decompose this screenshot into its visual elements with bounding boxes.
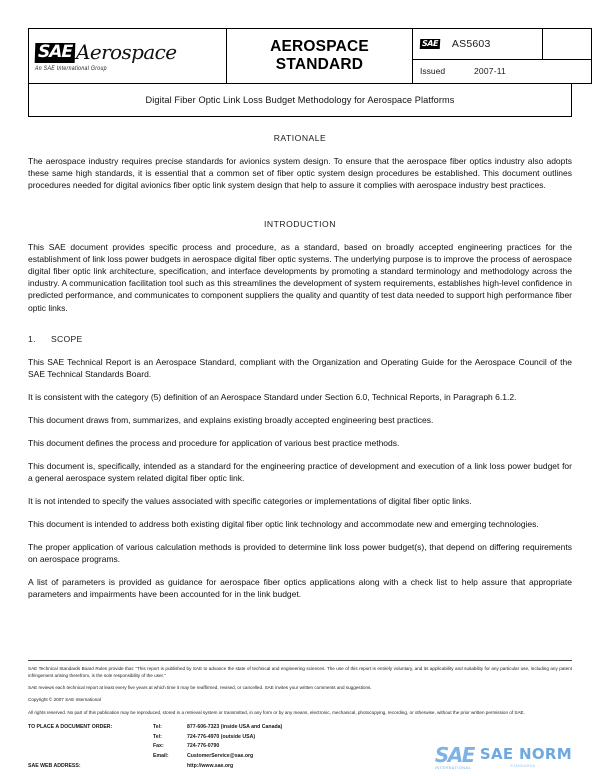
norm-text-group: [474, 747, 572, 768]
document-type-line2: STANDARD: [275, 56, 364, 73]
web-address-value[interactable]: http://www.sae.org: [187, 763, 234, 770]
sae-norm-badge-icon: SAE: [434, 743, 474, 767]
document-number: AS5603: [451, 37, 491, 50]
scope-paragraph: This document draws from, summarizes, and explains existing broadly accepted engineering best practices.: [28, 414, 434, 425]
contact-key: Tel:: [153, 733, 162, 740]
contact-key: Tel:: [153, 723, 162, 730]
contact-key: Email:: [153, 753, 169, 760]
document-footer: [28, 660, 572, 772]
footer-contact-labels: [28, 723, 153, 772]
contact-key-blank: [153, 762, 187, 772]
contact-row-email[interactable]: [153, 752, 282, 762]
sae-logo-badge: SAE: [35, 43, 76, 63]
sae-norm-logo: [435, 745, 572, 770]
footer-legal-notice: SAE Technical Standards Board Rules provide that: “This report is published by SAE to advance the state of technical and engineering sciences. The use of this report is entirely voluntary, and its applicability and suitability for any particular use, including any patent infringement arising therefrom, is the sole responsibility of the user.”: [28, 666, 572, 679]
introduction-paragraph: This SAE document provides specific process and procedure, as a standard, based on broadly accepted engineering practices for the establishment of link loss power budgets in aerospace digital fiber optic systems. The underlying purpose is to improve the process of aerospace digital fiber optic link architecture, specification, and interface developments by promoting a standard terminology and methodology across the industry. A communication facilitation tool such as this streamlines the development of system requirements, establishes high-level confidence in predicted performance, and communicates to component suppliers the quality and quantity of test data needed to support high performance fiber optic links.: [28, 242, 572, 313]
contact-value: 724-776-0790: [187, 743, 220, 750]
contact-row-tel-domestic: [153, 723, 282, 733]
sae-logo-tagline: An SAE International Group: [35, 65, 107, 73]
contact-row-web[interactable]: [153, 762, 282, 772]
scope-paragraph: This document is, specifically, intended as a standard for the engineering practice of development and execution of a link loss power budget for a general aerospace system related digital fiber optic link.: [28, 460, 572, 483]
contact-row-tel-international: [153, 733, 282, 743]
sae-norm-badge-sublabel: INTERNATIONAL: [434, 766, 472, 770]
scope-paragraph: This document is intended to address both existing digital fiber optic link technology and accommodate new and emerging technologies.: [28, 519, 539, 530]
document-number-cell: [413, 29, 543, 60]
footer-review-notice: SAE reviews each technical report at least every five years at which time it may be reaffirmed, revised, or cancelled. SAE invites your written comments and suggestions.: [28, 685, 372, 691]
document-title-bar: [28, 84, 572, 117]
document-body: [28, 117, 572, 600]
scope-paragraph: It is not intended to specify the values associated with specific categories or implementations of digital fiber optic links.: [28, 496, 472, 506]
footer-contact-values: [153, 723, 282, 772]
order-label: TO PLACE A DOCUMENT ORDER:: [28, 723, 113, 730]
scope-heading: [28, 334, 572, 344]
footer-rights-notice: All rights reserved. No part of this publication may be reproduced, stored in a retrieval system or transmitted, in any form or by any means, electronic, mechanical, photocopying, recording, or otherwise, without the prior written permission of SAE.: [28, 709, 525, 715]
contact-key: Fax:: [153, 743, 164, 750]
sae-aerospace-logo-cell: [29, 29, 227, 84]
norm-badge-group: [435, 745, 474, 770]
scope-label: SCOPE: [51, 333, 83, 344]
scope-paragraph: This document defines the process and procedure for application of various best practice methods.: [28, 437, 400, 448]
rationale-paragraph: The aerospace industry requires precise standards for avionics system design. To ensure that the aerospace fiber optics industry also adopts these same high standards, it is essential that a common set of fiber optic system design procedures be established. This document outlines procedures needed for digital avionics fiber optic link system design that help to assure it complies with aerospace industry best practices.: [28, 156, 572, 191]
sae-aerospace-logo: [35, 40, 220, 64]
sae-mini-logo-icon: SAE: [420, 39, 440, 49]
rationale-heading: RATIONALE: [273, 133, 327, 143]
introduction-heading: INTRODUCTION: [264, 219, 336, 230]
revision-cell: [543, 29, 592, 60]
document-header-table: [28, 28, 592, 84]
document-type-line1: AEROSPACE: [270, 37, 369, 55]
contact-row-fax: [153, 742, 282, 752]
sae-norm-wordmark: SAE NORM: [479, 745, 572, 763]
document-type-cell: [227, 29, 413, 84]
web-address-label: SAE WEB ADDRESS:: [28, 763, 81, 770]
sae-norm-wordmark-sublabel: STANDARDS: [510, 764, 536, 768]
contact-value: 877-606-7323 (inside USA and Canada): [187, 723, 283, 730]
scope-paragraph: A list of parameters is provided as guidance for aerospace fiber optics applications along with a check list to help assure that appropriate parameters and impairments have been accounted for in the link budget.: [28, 577, 572, 600]
scope-number: 1.: [28, 333, 36, 344]
scope-paragraph: The proper application of various calculation methods is provided to determine link loss power budget(s), that depend on differing requirements on aerospace programs.: [28, 542, 572, 565]
contact-value: 724-776-4970 (outside USA): [187, 733, 256, 740]
aerospace-wordmark: Aerospace: [76, 40, 177, 64]
footer-copyright: Copyright © 2007 SAE International: [28, 697, 101, 703]
footer-divider: [28, 660, 572, 661]
contact-email-value[interactable]: CustomerService@sae.org: [187, 753, 254, 760]
issued-date: 2007-11: [474, 66, 506, 77]
scope-paragraph: This SAE Technical Report is an Aerospace Standard, compliant with the Organization and Operating Guide for the Aerospace Council of the SAE Technical Standards Board.: [28, 356, 572, 379]
issued-cell: [413, 59, 592, 83]
scope-paragraph: It is consistent with the category (5) definition of an Aerospace Standard under Section 6.0, Technical Reports, in Paragraph 6.1.2.: [28, 391, 517, 402]
document-title: Digital Fiber Optic Link Loss Budget Methodology for Aerospace Platforms: [145, 95, 455, 105]
issued-label: Issued: [420, 66, 446, 77]
